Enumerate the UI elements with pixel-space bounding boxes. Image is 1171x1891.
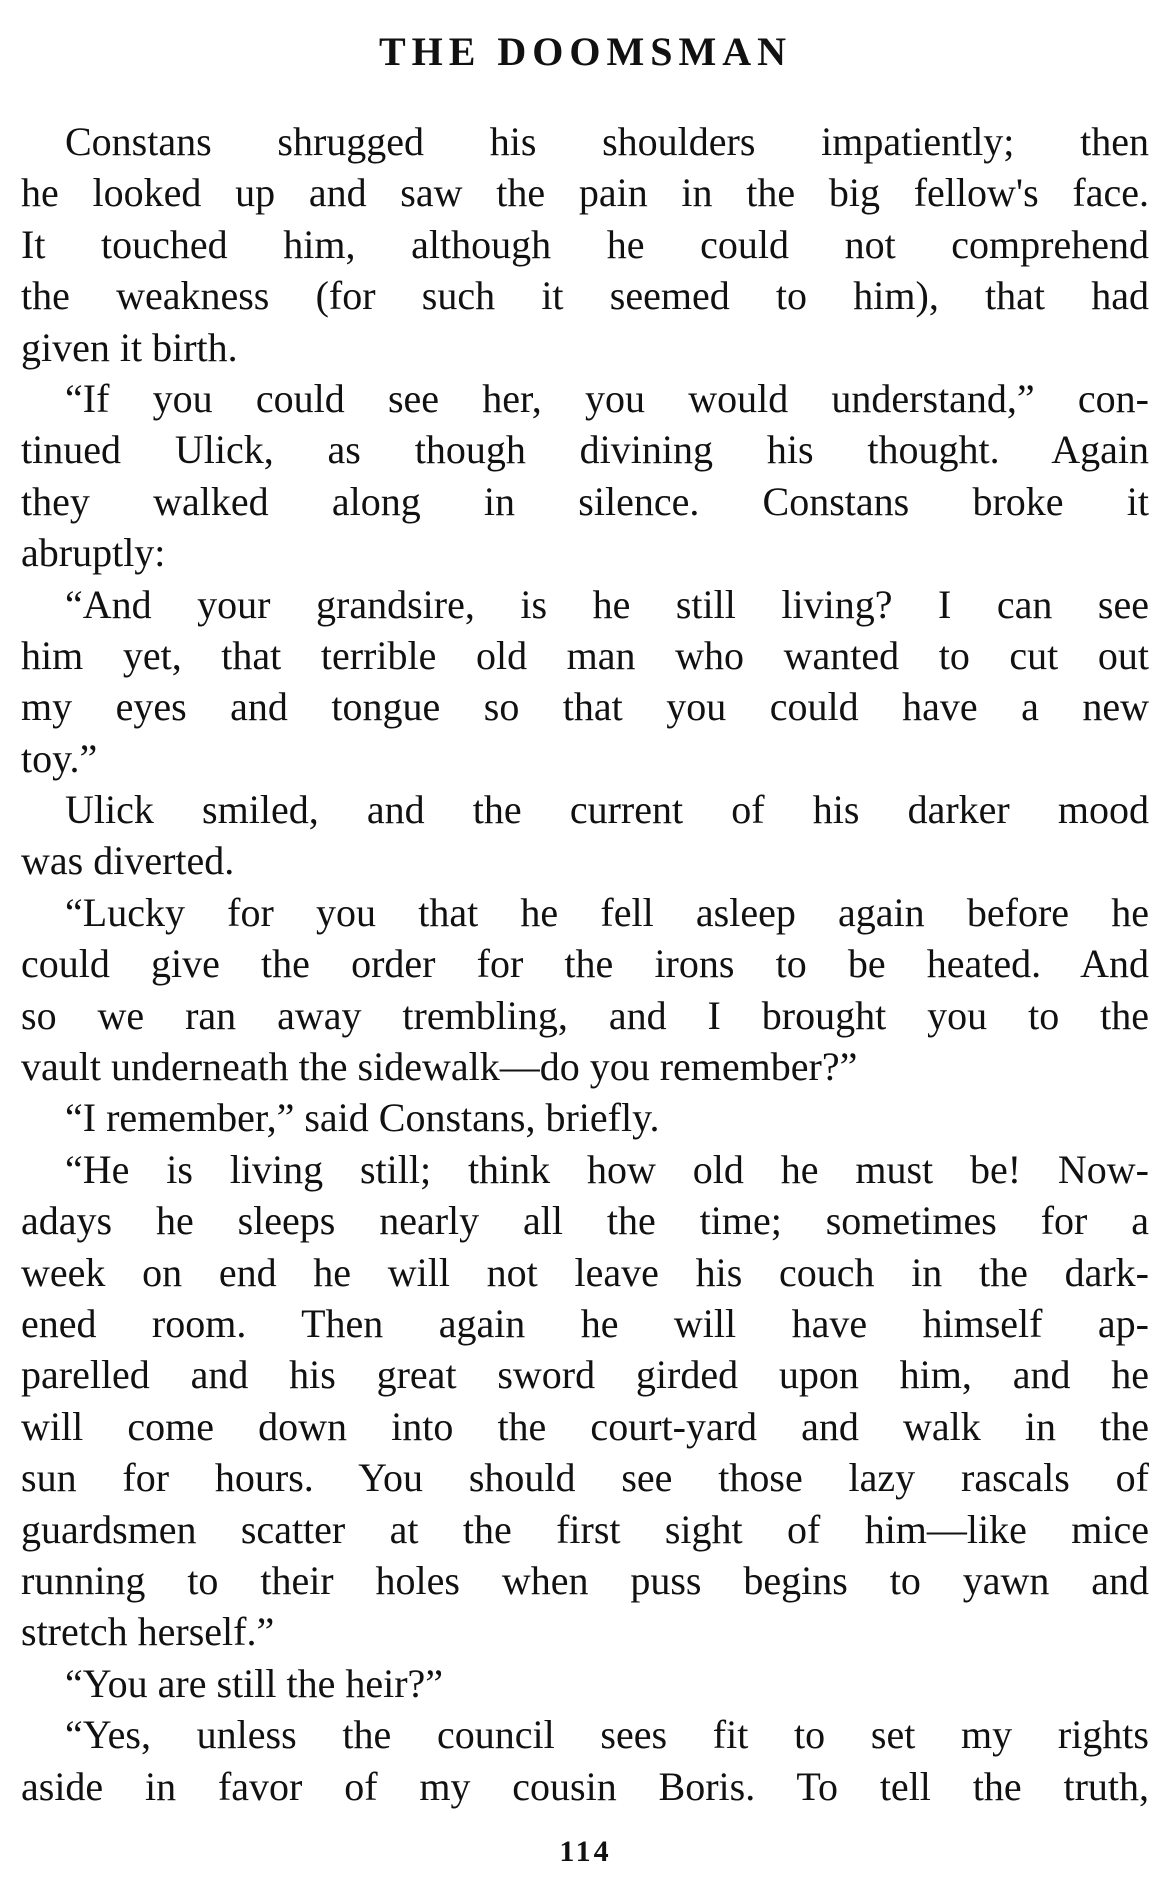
text-line: sun for hours. You should see those lazy rascals of [21,1455,1149,1501]
text-line: Constans shrugged his shoulders impatiently; then [65,119,1149,164]
text-line: “You are still the heir?” [65,1660,444,1706]
text-line: guardsmen scatter at the first sight of him—like mice [21,1506,1149,1552]
text-line: “He is living still; think how old he must be! Now- [65,1146,1149,1192]
text-line: my eyes and tongue so that you could have a new [21,684,1149,730]
page-number: 114 [559,1835,612,1868]
text-line: week on end he will not leave his couch in the dark- [21,1249,1149,1295]
text-line: could give the order for the irons to be heated. And [21,941,1149,987]
text-line: tinued Ulick, as though divining his thought. Again [21,427,1149,473]
body-text [21,116,1149,1812]
running-head: THE DOOMSMAN [378,29,793,74]
text-line: will come down into the court-yard and walk in the [21,1403,1149,1449]
text-line: ened room. Then again he will have himself ap- [21,1300,1149,1346]
text-line: the weakness (for such it seemed to him), that had [21,273,1149,319]
text-line: abruptly: [21,530,166,576]
text-line: vault underneath the sidewalk—do you remember?” [21,1044,858,1090]
text-line: “I remember,” said Constans, briefly. [65,1095,660,1141]
text-line: “Yes, unless the council sees fit to set my rights [65,1712,1149,1758]
text-line: Ulick smiled, and the current of his darker mood [65,787,1149,833]
text-line: “Lucky for you that he fell asleep again before he [65,889,1149,935]
text-line: they walked along in silence. Constans broke it [21,478,1149,524]
text-line: toy.” [21,735,98,781]
text-line: parelled and his great sword girded upon him, and he [21,1352,1149,1398]
text-line: It touched him, although he could not comprehend [21,221,1149,267]
text-line: “If you could see her, you would understand,” con- [65,375,1149,421]
text-line: stretch herself.” [21,1609,275,1655]
text-line: given it birth. [21,324,238,370]
text-line: adays he sleeps nearly all the time; sometimes for a [21,1198,1149,1244]
text-line: so we ran away trembling, and I brought you to the [21,992,1149,1038]
text-line: running to their holes when puss begins to yawn and [21,1557,1149,1603]
text-line: he looked up and saw the pain in the big fellow's face. [21,170,1149,216]
text-line: “And your grandsire, is he still living? I can see [65,581,1149,627]
text-line: aside in favor of my cousin Boris. To tell the truth, [21,1763,1149,1809]
text-line: was diverted. [21,838,235,884]
text-line: him yet, that terrible old man who wanted to cut out [21,632,1149,678]
